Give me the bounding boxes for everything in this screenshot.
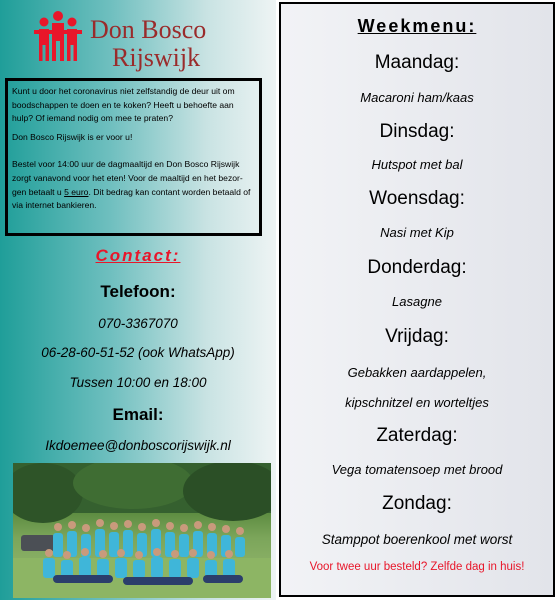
weekmenu-panel (279, 2, 555, 597)
group-photo-illustration (13, 463, 271, 598)
logo (30, 10, 270, 72)
dish-wednesday: Nasi met Kip (380, 225, 454, 240)
left-panel (0, 0, 276, 600)
dish-monday: Macaroni ham/kaas (360, 90, 474, 105)
menu-title: Weekmenu: (357, 16, 477, 36)
day-thursday: Donderdag: (367, 257, 467, 278)
delivery-footer: Voor twee uur besteld? Zelfde dag in huis! (309, 561, 525, 573)
notice-price: 5 euro (64, 186, 89, 197)
logo-line-1: Don Bosco (90, 15, 207, 44)
notice-order-text: Bestel voor 14:00 uur de dagmaaltijd en Don Bosco Rijswijk zorgt vanavond voor het eten! Voor de maaltijd en het bezor-gen betaalt u (12, 159, 243, 197)
dish-tuesday: Hutspot met bal (371, 157, 463, 172)
contact-hours: Tussen 10:00 en 18:00 (69, 375, 207, 390)
notice-paragraph-3 (12, 158, 255, 212)
day-sunday: Zondag: (382, 493, 452, 514)
logo-wordmark (90, 16, 206, 72)
phone-number-1[interactable]: 070-3367070 (98, 316, 178, 331)
notice-box (5, 78, 262, 236)
contact-title: Contact: (95, 246, 181, 265)
notice-paragraph-2: Don Bosco Rijswijk is er voor u! (12, 131, 133, 142)
day-tuesday: Dinsdag: (379, 121, 455, 142)
notice-paragraph-1: Kunt u door het coronavirus niet zelfstandig de deur uit om boodschappen te doen en te koken? Heeft u behoefte aan hulp? Of iemand nodig om mee te praten? (12, 86, 235, 124)
day-monday: Maandag: (374, 52, 460, 73)
day-saturday: Zaterdag: (376, 425, 458, 446)
day-friday: Vrijdag: (385, 326, 449, 347)
dish-friday-line-1: Gebakken aardappelen, (347, 365, 487, 380)
phone-number-2[interactable]: 06-28-60-51-52 (ook WhatsApp) (41, 345, 235, 360)
group-photo (13, 463, 271, 598)
logo-line-2: Rijswijk (112, 43, 201, 72)
don-bosco-logo-icon (30, 10, 86, 62)
email-label: Email: (112, 405, 164, 424)
notice-payment-text: . Dit bedrag kan contant worden betaald of via internet bankieren. (12, 186, 251, 211)
dish-thursday: Lasagne (392, 294, 442, 309)
dish-sunday: Stamppot boerenkool met worst (321, 532, 513, 547)
dish-friday-line-2: kipschnitzel en worteltjes (345, 395, 489, 410)
email-address[interactable]: Ikdoemee@donboscorijswijk.nl (45, 438, 231, 453)
phone-label: Telefoon: (100, 282, 176, 301)
dish-saturday: Vega tomatensoep met brood (331, 462, 503, 477)
day-wednesday: Woensdag: (369, 188, 465, 209)
